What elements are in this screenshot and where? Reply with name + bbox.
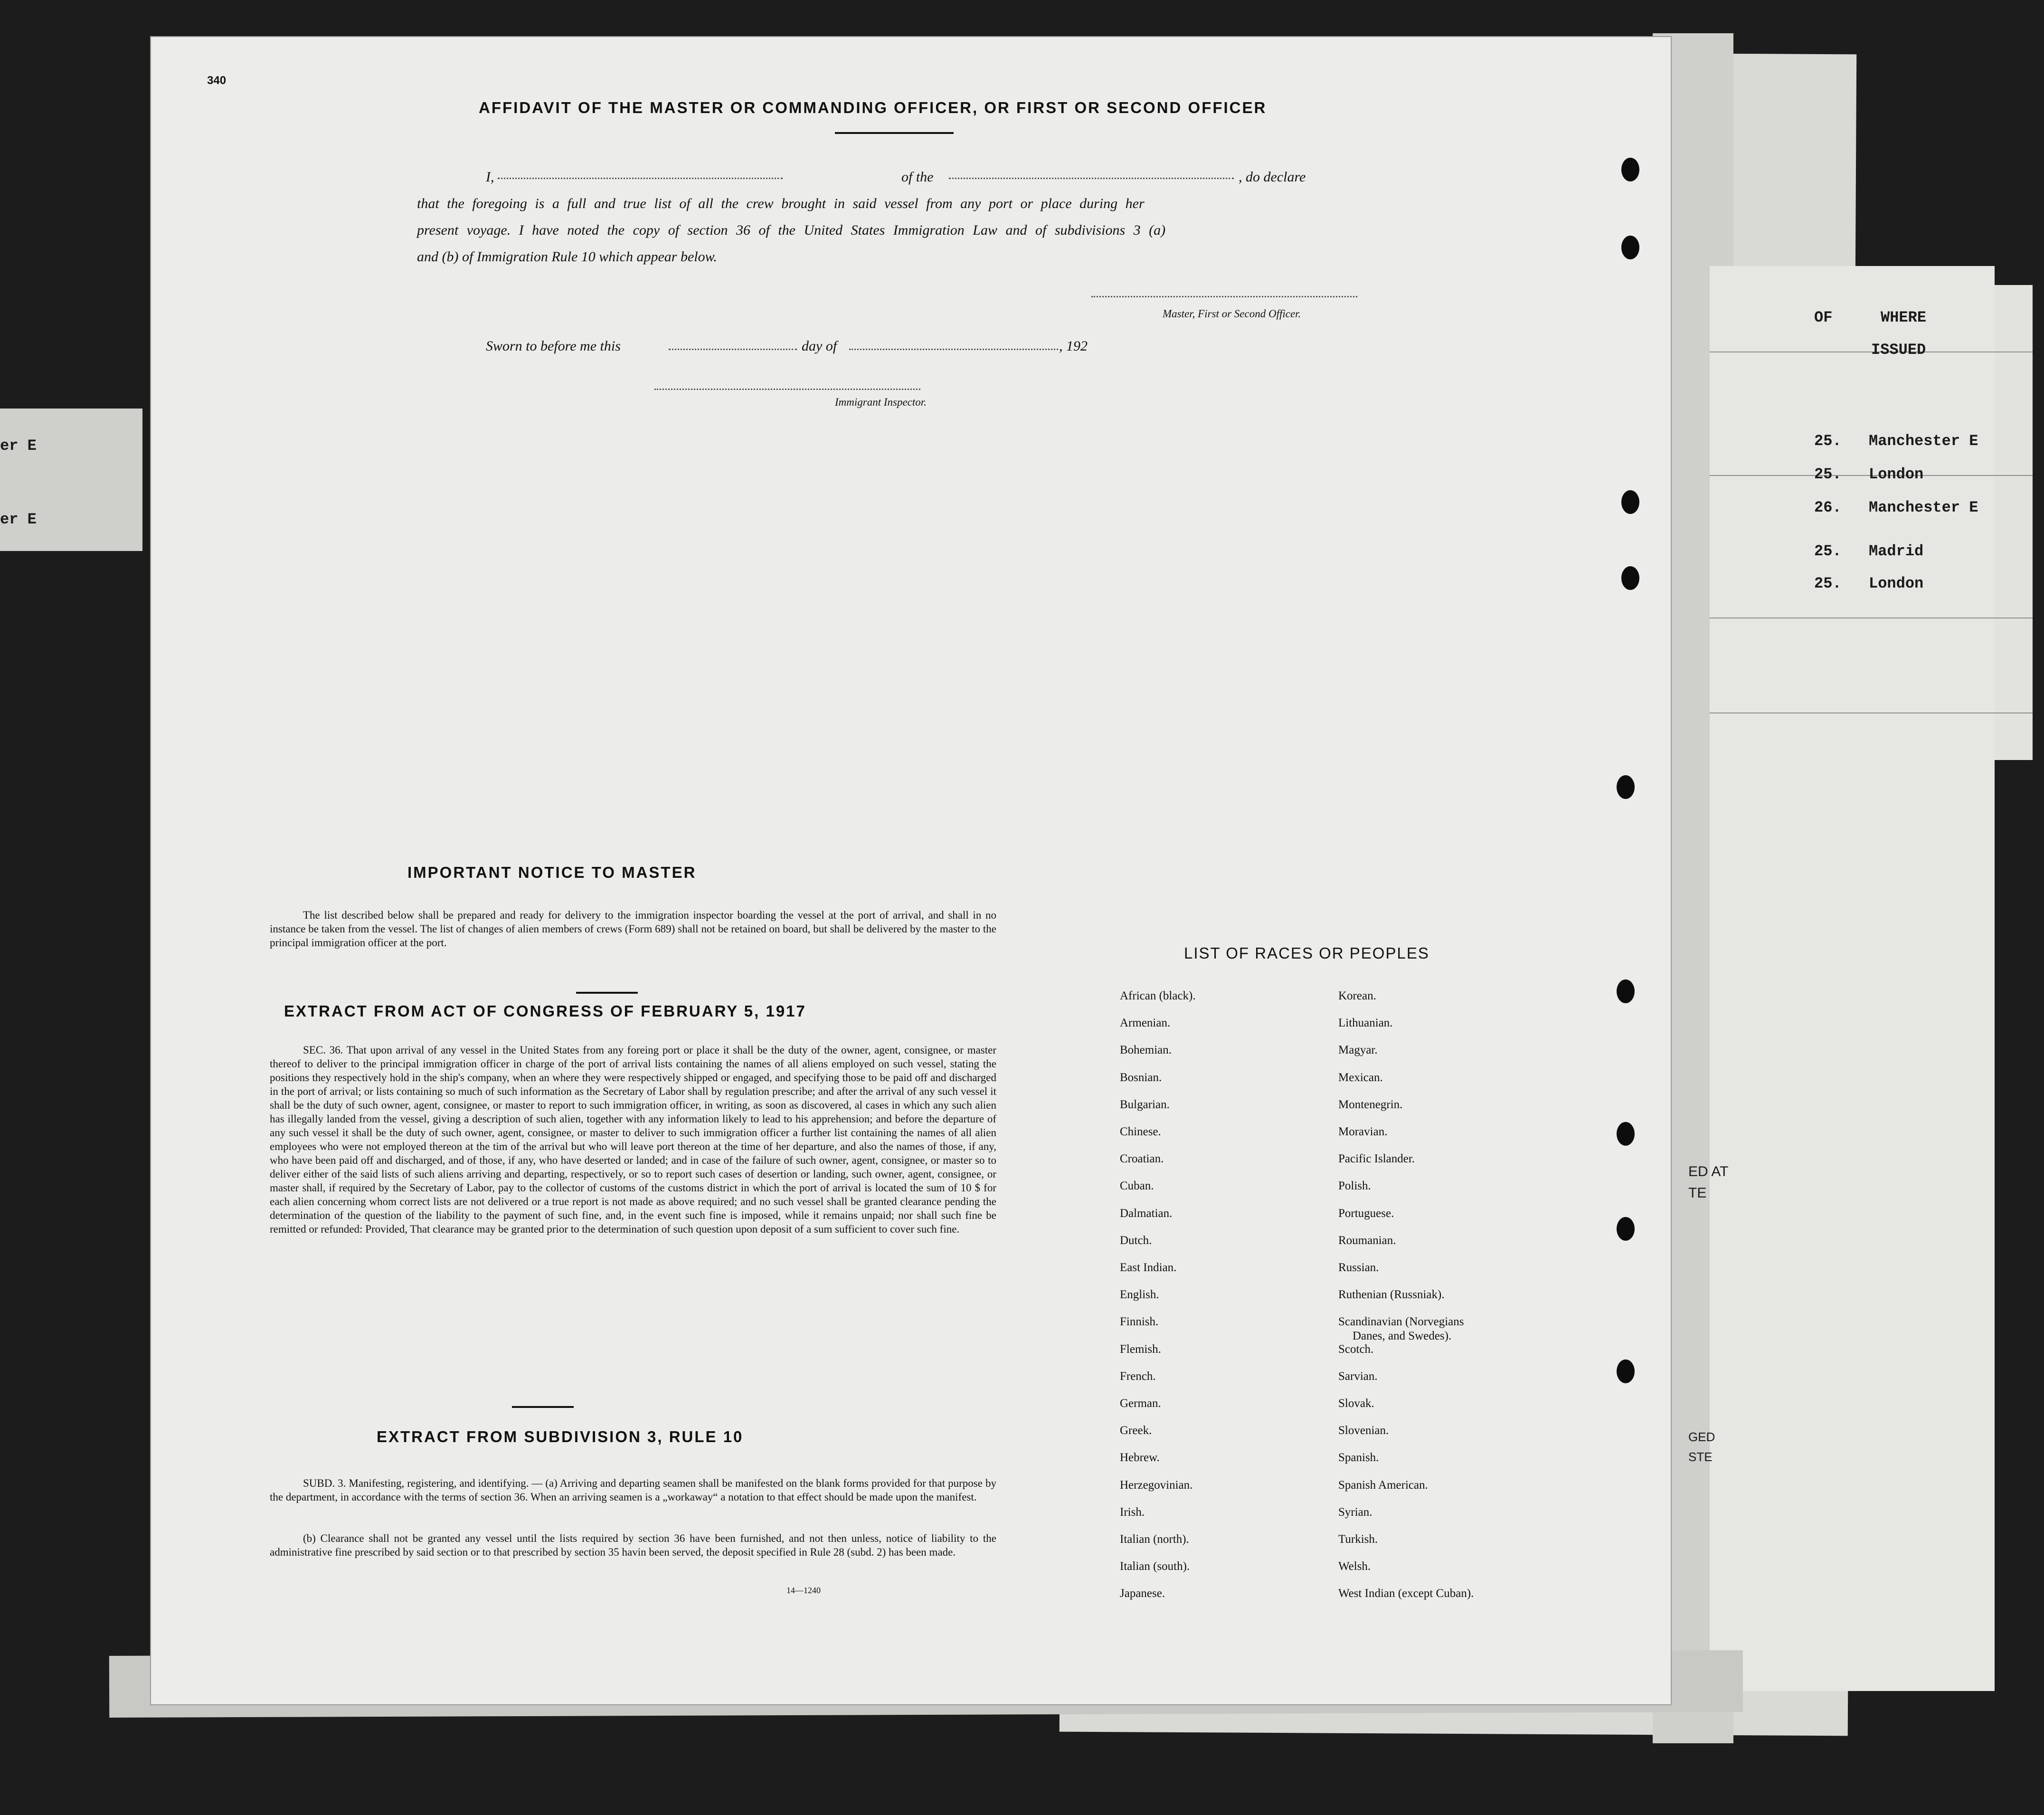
affidavit-line: and (b) of Immigration Rule 10 which appear below. <box>417 249 717 265</box>
table-cell-num: 25. <box>1814 466 1842 483</box>
table-header-where: WHERE <box>1881 309 1927 326</box>
race-item: Japanese. <box>1120 1587 1165 1600</box>
master-label: Master, First or Second Officer. <box>1163 308 1301 320</box>
table-cell-place: London <box>1869 575 1924 592</box>
race-item: Slovenian. <box>1338 1424 1389 1437</box>
table-cell-num: 25. <box>1814 575 1842 592</box>
edge-fragment: TE <box>1688 1185 1707 1201</box>
race-item: Welsh. <box>1338 1560 1371 1573</box>
race-item: Croatian. <box>1120 1152 1164 1166</box>
race-item: Mexican. <box>1338 1071 1383 1084</box>
rule-text-a: SUBD. 3. Manifesting, registering, and identifying. — (a) Arriving and departing seamen shall be manifested on the blank forms provided for that purpose by the department, in accordance with the terms of section 36. When an arriving seamen is a „workaway“ a notation to that effect should be made upon the manifest. <box>270 1477 996 1503</box>
table-header-of: OF <box>1814 309 1833 326</box>
background-left-sheet <box>0 409 142 551</box>
race-item: Slovak. <box>1338 1397 1374 1410</box>
signature-blank <box>1091 296 1357 297</box>
race-item: Hebrew. <box>1120 1451 1160 1464</box>
act-text: SEC. 36. That upon arrival of any vessel in the United States from any foreing port or place it shall be the duty of the owner, agent, consignee, or master thereof to deliver to the principal immigration officer in charge of the port of arrival lists containing the names of all aliens employed on such vessel, stating the positions they respectively hold in the ship's company, when an where they were respectively shipped or engaged, and specifying those to be paid off and discharged in the port of arrival; or lists containing so much of such information as the Secretary of Labor shall by regulation prescribe; and after the arrival of any such vessel it shall be the duty of such owner, agent, consignee, or master to report to such immigration officer, in writing, as soon as discovered, al cases in which any such alien has illegally landed from the vessel, giving a description of such alien, together with any information likely to lead to his apprehension; and before the departure of any such vessel it shall be the duty of such owner, agent, consignee, or master to deliver to such immigration officer a further list containing the names of all alien employees who were not employed thereon at the tim of the arrival but who will leave port thereon at the time of her departure, and also the names of those, if any, who have been paid off and discharged, and of those, if any, who have deserted or landed; and in case of the failure of such owner, agent, consignee, or master so to deliver either of the said lists of such aliens arriving and departing, respectively, or so to report such cases of desertion or landing, such owner, agent, consignee, or master shall, if required by the Secretary of Labor, pay to the collector of customs of the customs district in which the port of arrival is located the sum of 10 $ for each alien concerning whom correct lists are not delivered or a true report is not made as above required; and no such vessel shall be granted clearance pending the determination of the question of the liability to the payment of such fine, and, in the event such fine is imposed, while it remains unpaid; nor shall such fine be remitted or refunded: Provided, That clearance may be granted prior to the determination of such question upon deposit of a sum sufficient to cover such fine. <box>270 1044 996 1235</box>
race-item: Ruthenian (Russniak). <box>1338 1288 1445 1302</box>
day-of-label: day of <box>802 338 837 354</box>
race-item: Syrian. <box>1338 1505 1372 1519</box>
affidavit-line: that the foregoing is a full and true list of all the crew brought in said vessel from any port or place during her <box>417 196 1145 211</box>
punch-hole-icon <box>1621 566 1639 590</box>
affidavit-title: AFFIDAVIT OF THE MASTER OR COMMANDING OFFICER, OR FIRST OR SECOND OFFICER <box>479 99 1267 116</box>
divider <box>512 1406 574 1408</box>
race-item: Armenian. <box>1120 1017 1171 1030</box>
act-title: EXTRACT FROM ACT OF CONGRESS OF FEBRUARY 5, 1917 <box>284 1002 806 1020</box>
rule-text-b: (b) Clearance shall not be granted any vessel until the lists required by section 36 have been furnished, and not then unless, notice of liability to the administrative fine prescribed by said section or to that prescribed by section 35 havin been served, the deposit specified in Rule 28 (subd. 2) has been made. <box>270 1532 996 1558</box>
table-cell-place: London <box>1869 466 1924 483</box>
table-cell-num: 26. <box>1814 499 1842 516</box>
race-item: Bulgarian. <box>1120 1098 1170 1111</box>
race-item: Russian. <box>1338 1261 1379 1274</box>
race-item: Scandinavian (Norvegians <box>1338 1315 1464 1329</box>
race-item: Dutch. <box>1120 1234 1152 1247</box>
race-item: East Indian. <box>1120 1261 1177 1274</box>
race-item: Sarvian. <box>1338 1369 1378 1383</box>
left-edge-fragment: er E <box>0 437 37 455</box>
race-item: Cuban. <box>1120 1179 1154 1193</box>
edge-fragment: STE <box>1688 1450 1713 1464</box>
race-item: Korean. <box>1338 989 1376 1002</box>
race-item: Dalmatian. <box>1120 1207 1173 1220</box>
year-label: , 192 <box>1059 338 1088 354</box>
affidavit-line: present voyage. I have noted the copy of section 36 of the United States Immigration Law and of subdivisions 3 (a) <box>417 222 1166 238</box>
race-item: Irish. <box>1120 1505 1145 1519</box>
edge-fragment: GED <box>1688 1430 1715 1444</box>
table-cell-place: Manchester E <box>1869 499 1978 516</box>
race-item: Scotch. <box>1338 1342 1374 1356</box>
name-blank <box>498 178 783 179</box>
punch-hole-icon <box>1617 1359 1635 1383</box>
race-item: Greek. <box>1120 1424 1152 1437</box>
left-edge-fragment: er E <box>0 511 37 528</box>
table-cell-num: 25. <box>1814 432 1842 450</box>
corner-mark: 340 <box>207 74 227 87</box>
race-item: Moravian. <box>1338 1125 1388 1138</box>
race-item: Italian (north). <box>1120 1533 1189 1546</box>
race-item: Portuguese. <box>1338 1207 1394 1220</box>
race-item: German. <box>1120 1397 1161 1410</box>
punch-hole-icon <box>1617 979 1635 1003</box>
race-item: English. <box>1120 1288 1159 1302</box>
punch-hole-icon <box>1617 1217 1635 1241</box>
background-sheet-lower <box>1710 266 1995 1691</box>
punch-hole-icon <box>1617 775 1635 799</box>
race-item: Montenegrin. <box>1338 1098 1403 1111</box>
race-item: Herzegovinian. <box>1120 1478 1193 1492</box>
month-blank <box>849 349 1058 350</box>
inspector-label: Immigrant Inspector. <box>835 396 927 408</box>
race-item: Chinese. <box>1120 1125 1161 1138</box>
inspector-blank <box>654 389 920 390</box>
form-number: 14—1240 <box>786 1586 821 1595</box>
document-page <box>151 37 1671 1704</box>
edge-fragment: ED AT <box>1688 1164 1729 1179</box>
race-item: Pacific Islander. <box>1338 1152 1415 1166</box>
race-item: Turkish. <box>1338 1533 1378 1546</box>
race-item: African (black). <box>1120 989 1196 1002</box>
notice-title: IMPORTANT NOTICE TO MASTER <box>407 864 697 881</box>
races-title: LIST OF RACES OR PEOPLES <box>1184 944 1429 962</box>
affidavit-declare: , do declare <box>1239 169 1306 185</box>
race-item: Bosnian. <box>1120 1071 1162 1084</box>
table-cell-place: Manchester E <box>1869 432 1978 450</box>
race-item: Italian (south). <box>1120 1560 1190 1573</box>
divider <box>835 132 954 134</box>
race-item: Roumanian. <box>1338 1234 1396 1247</box>
race-item: Bohemian. <box>1120 1044 1172 1057</box>
affidavit-i: I, <box>486 169 494 185</box>
affidavit-of-the: of the <box>901 169 934 185</box>
notice-text: The list described below shall be prepared and ready for delivery to the immigration inspector boarding the vessel at the port of arrival, and shall in no instance be taken from the vessel. The list of changes of alien members of crews (Form 689) shall not be retained on board, but shall be delivered by the master to the principal immigration officer at the port. <box>270 909 996 949</box>
race-item: Magyar. <box>1338 1044 1378 1057</box>
race-item: Flemish. <box>1120 1342 1161 1356</box>
race-item: Lithuanian. <box>1338 1017 1393 1030</box>
divider <box>576 992 638 994</box>
rule-title: EXTRACT FROM SUBDIVISION 3, RULE 10 <box>377 1428 744 1445</box>
race-item: West Indian (except Cuban). <box>1338 1587 1474 1600</box>
race-item: French. <box>1120 1369 1156 1383</box>
race-item: Spanish American. <box>1338 1478 1428 1492</box>
punch-hole-icon <box>1621 236 1639 259</box>
table-cell-num: 25. <box>1814 542 1842 560</box>
race-item: Danes, and Swedes). <box>1353 1330 1452 1343</box>
punch-hole-icon <box>1617 1122 1635 1146</box>
race-item: Polish. <box>1338 1179 1371 1193</box>
race-item: Finnish. <box>1120 1315 1159 1329</box>
table-cell-place: Madrid <box>1869 542 1924 560</box>
vessel-blank <box>949 178 1234 179</box>
punch-hole-icon <box>1621 158 1639 181</box>
sworn-label: Sworn to before me this <box>486 338 621 354</box>
punch-hole-icon <box>1621 490 1639 514</box>
race-item: Spanish. <box>1338 1451 1379 1464</box>
day-blank <box>669 349 797 350</box>
table-header-issued: ISSUED <box>1871 341 1926 359</box>
